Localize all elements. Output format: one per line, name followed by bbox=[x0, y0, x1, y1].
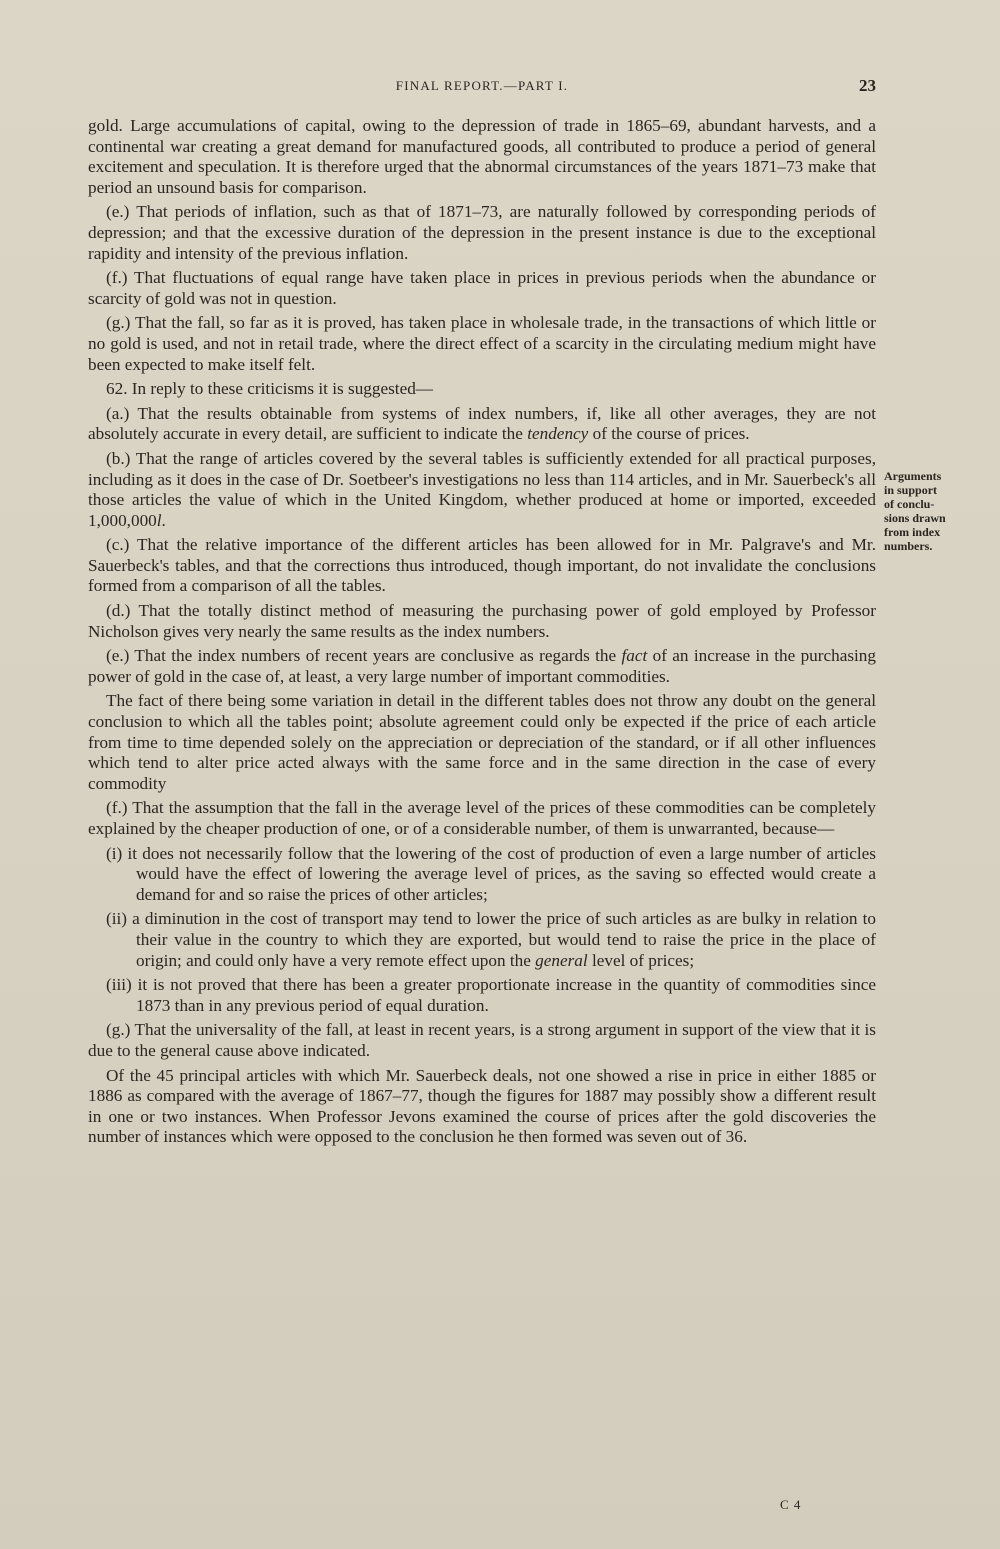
list-item-ii bbox=[106, 909, 876, 971]
margin-note-line: numbers. bbox=[884, 539, 933, 553]
margin-note-line: from index bbox=[884, 525, 941, 539]
paragraph-continuation: gold. Large accumulations of capital, owing to the depression of trade in 1865–69, abundant harvests, and a continental war creating a great demand for manufactured goods, all contributed to produce a period of general excitement and speculation. It is therefore urged that the abnormal circumstances of the years 1871–73 make that period an unsound basis for comparison. bbox=[88, 116, 876, 197]
emphasis: l bbox=[156, 510, 162, 530]
paragraph-e-conclusive bbox=[88, 646, 876, 687]
text: (b.) That the range of articles covered by the several tables is sufficiently extended for all practical purposes, including as it does in the case of Dr. Soetbeer's investigations no less than 114 articles, and in Mr. Sauerbeck's all those articles the value of which in the United Kingdom, whether produced at home or imported, exceeded 1,000,000 bbox=[88, 448, 876, 530]
text: (ii) a diminution in the cost of transport may tend to lower the price of such articles as are bulky in relation to their value in the country to which they are exported, but would tend to raise the price in the place of origin; and could only have a very remote effect upon the bbox=[106, 909, 876, 970]
paragraph-f-fluctuations: (f.) That fluctuations of equal range have taken place in prices in previous periods when the abundance or scarcity of gold was not in question. bbox=[88, 268, 876, 308]
paragraph-a-index bbox=[88, 404, 876, 445]
paragraph-d-nicholson: (d.) That the totally distinct method of measuring the purchasing power of gold employed by Professor Nicholson gives very nearly the same results as the index numbers. bbox=[88, 601, 876, 641]
text: . bbox=[161, 510, 166, 530]
paragraph-g-universality: (g.) That the universality of the fall, at least in recent years, is a strong argument in support of the view that it is due to the general cause above indicated. bbox=[88, 1020, 876, 1060]
body-text bbox=[88, 116, 876, 1152]
paragraph-e-inflation: (e.) That periods of inflation, such as that of 1871–73, are naturally followed by corresponding periods of depression; and that the excessive duration of the depression in the present instance is due to the exceptional rapidity and intensity of the previous inflation. bbox=[88, 202, 876, 263]
text: of an increase in the purchasing power of gold in the case of, at least, a very large number of important commodities. bbox=[88, 646, 876, 686]
running-header bbox=[88, 76, 876, 100]
paragraph-sauerbeck: Of the 45 principal articles with which Mr. Sauerbeck deals, not one showed a rise in price in either 1885 or 1886 as compared with the average of 1867–77, though the figures for 1887 may possibly show a different result in one or two instances. When Professor Jevons examined the course of prices after the gold discoveries the number of instances which were opposed to the conclusion he then formed was seven out of 36. bbox=[88, 1065, 876, 1147]
paragraph-b-range bbox=[88, 449, 876, 531]
paragraph-62: 62. In reply to these criticisms it is suggested— bbox=[106, 379, 433, 399]
emphasis: general bbox=[535, 950, 588, 970]
emphasis: fact bbox=[621, 646, 648, 666]
paragraph-g-wholesale: (g.) That the fall, so far as it is proved, has taken place in wholesale trade, in the transactions of which little or no gold is used, and not in retail trade, where the direct effect of a scarcity in the circulating medium might have been expected to make itself felt. bbox=[88, 313, 876, 374]
margin-note-line: sions drawn bbox=[884, 511, 946, 525]
emphasis: tendency bbox=[527, 424, 589, 444]
margin-note bbox=[884, 469, 970, 553]
page-number: 23 bbox=[859, 76, 876, 95]
paragraph-f-assumption: (f.) That the assumption that the fall in the average level of the prices of these commodities can be completely explained by the cheaper production of one, or of a considerable number, of them is unwarranted, because— bbox=[88, 798, 876, 838]
paragraph-c-importance: (c.) That the relative importance of the different articles has been allowed for in Mr. Palgrave's and Mr. Sauerbeck's tables, and that the corrections thus introduced, though important, do not invalidate the conclusions formed from a comparison of all the tables. bbox=[88, 535, 876, 596]
signature-mark: C 4 bbox=[780, 1497, 802, 1512]
list-item-iii: (iii) it is not proved that there has been a greater proportionate increase in the quantity of commodities since 1873 than in any previous period of equal duration. bbox=[106, 975, 876, 1015]
paragraph-variation: The fact of there being some variation in detail in the different tables does not throw any doubt on the general conclusion to which all the tables point; absolute agreement could only be expected if the price of each article from time to time depended solely on the appreciation or depreciation of the standard, or if all other influences which tend to alter price acted always with the same force and in the same direction in the case of every commodity bbox=[88, 691, 876, 793]
list-item-i: (i) it does not necessarily follow that the lowering of the cost of production of even a large number of articles would have the effect of lowering the average level of prices, as the saving so effected would create a demand for and so raise the prices of other articles; bbox=[106, 843, 876, 904]
margin-note-line: in support bbox=[884, 483, 938, 497]
text: level of prices; bbox=[587, 950, 695, 970]
text: (e.) That the index numbers of recent years are conclusive as regards the bbox=[106, 646, 622, 666]
margin-note-line: Arguments bbox=[884, 469, 942, 483]
text: (a.) That the results obtainable from systems of index numbers, if, like all other averages, they are not absolutely accurate in every detail, are sufficient to indicate the bbox=[88, 403, 876, 444]
text: of the course of prices. bbox=[588, 424, 750, 444]
header-title: FINAL REPORT.—PART I. bbox=[395, 78, 569, 93]
margin-note-line: of conclu- bbox=[884, 497, 935, 511]
